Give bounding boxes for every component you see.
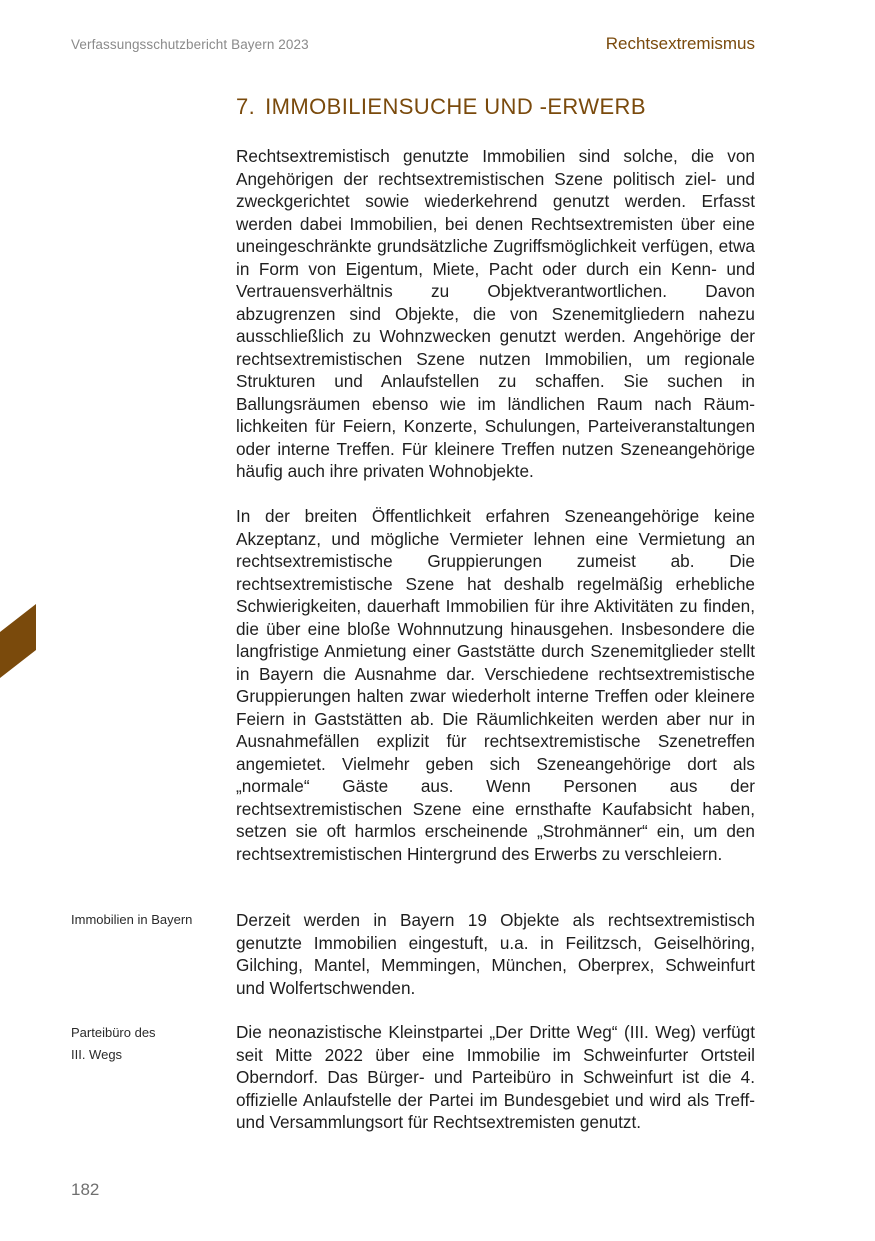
paragraph-parteibuero: Die neonazistische Kleinstpartei „Der Dritte Weg“ (III. Weg) verfügt seit Mitte 2022 über eine Immobilie im Schweinfurter Ortsteil Oberndorf. Das Bürger- und Parteibüro in Schweinfurt ist die 4. offizielle Anlaufstelle der Partei im Bundesgebiet und wird als Treff- und Versammlungsort für Rechtsextremisten genutzt. [236, 1022, 755, 1132]
margin-note-parteibuero [71, 1022, 221, 1066]
chapter-tab-marker [0, 604, 36, 678]
margin-note-parteibuero-line1: Parteibüro des [71, 1025, 156, 1040]
paragraph-immobilien-bayern: Derzeit werden in Bayern 19 Objekte als rechtsextremistisch genutzte Immobilien eingestuft, u.a. in Feilitzsch, Geiselhöring, Gilching, Mantel, Memmingen, München, Oberprex, Schweinfurt und Wolfertschwenden. [236, 910, 755, 998]
section-title-text: IMMOBILIENSUCHE UND -ERWERB [265, 94, 646, 119]
margin-note-immobilien: Immobilien in Bayern [71, 912, 193, 927]
margin-note-parteibuero-line2: III. Wegs [71, 1047, 123, 1062]
section-number: 7. [236, 94, 256, 119]
chapter-title: Rechtsextremismus [605, 34, 755, 53]
paragraph-acceptance: In der breiten Öffentlichkeit erfahren Szeneangehörige keine Akzeptanz, und mögliche Vermieter lehnen eine Vermietung an rechtsextremistische Gruppierungen zumeist ab. Die rechtsextremistische Szene hat deshalb regelmäßig erhebliche Schwierigkeiten, dauerhaft Immobilien für ihre Aktivitäten zu finden, die über eine bloße Wohnnutzung hinausgehen. Insbesondere die langfristige Anmietung einer Gaststätte durch Szenemitglieder stellt in Bayern die Ausnahme dar. Verschiedene rechtsextremistische Gruppierungen halten zwar wiederholt interne Treffen oder kleinere Feiern in Gaststätten ab. Die Räumlichkeiten werden aber nur in Ausnahmefällen explizit für rechtsextremistische Szenetreffen angemietet. Vielmehr geben sich Szeneangehörige dort als „normale“ Gäste aus. Wenn Personen aus der rechtsextremistischen Szene eine ernsthafte Kaufabsicht haben, setzen sie oft harmlos erscheinende „Strohmänner“ ein, um den rechtsextremistischen Hintergrund des Erwerbs zu verschleiern. [236, 506, 755, 864]
publication-title: Verfassungsschutzbericht Bayern 2023 [71, 37, 309, 52]
page-number: 182 [71, 1180, 100, 1199]
paragraph-definition: Rechtsextremistisch genutzte Immobilien sind solche, die von Angehörigen der rechtsextremistischen Szene politisch ziel- und zweckgerichtet sowie wiederkehrend genutzt werden. Erfasst werden dabei Immobilien, bei denen Rechtsextremisten über eine uneingeschränkte grundsätzliche Zugriffsmöglichkeit verfügen, etwa in Form von Eigentum, Miete, Pacht oder durch ein Kenn- und Vertrauensverhältnis zu Objektverantwortlichen. Davon abzugrenzen sind Objekte, die von Szenemitgliedern nahezu ausschließlich zu Wohnzwecken genutzt werden. Angehörige der rechtsextremistischen Szene nutzen Immobilien, um regionale Strukturen und Anlaufstellen zu schaffen. Sie suchen in Ballungsräumen ebenso wie im ländlichen Raum nach Räumlichkeiten für Feiern, Konzerte, Schulungen, Parteiveranstaltungen oder interne Treffen. Für kleinere Treffen nutzen Szeneangehörige häufig auch ihre privaten Wohnobjekte. [236, 146, 755, 481]
section-heading [236, 94, 646, 120]
